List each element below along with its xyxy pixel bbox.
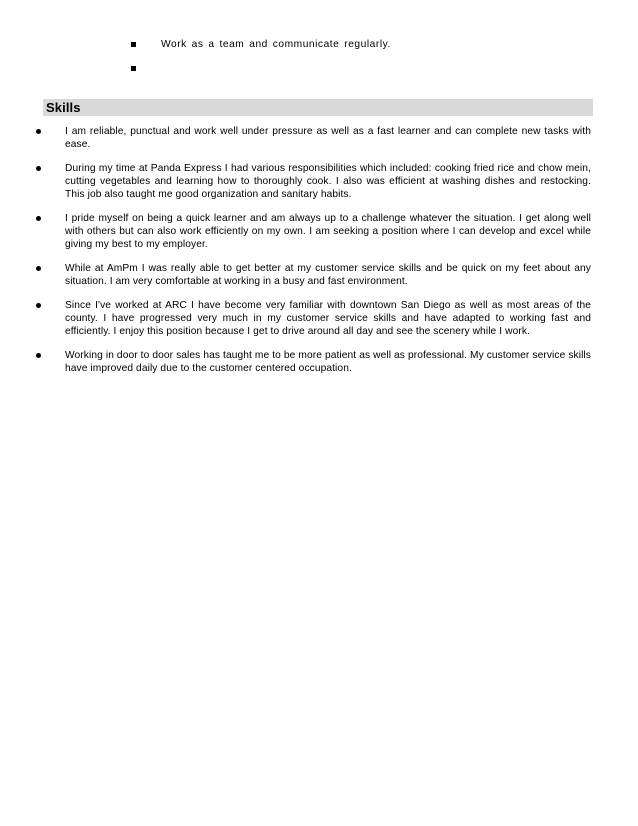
bullet-dot-icon (36, 166, 41, 171)
list-item (36, 125, 591, 151)
list-item (36, 349, 591, 375)
bullet-dot-icon (36, 266, 41, 271)
skill-text: During my time at Panda Express I had various responsibilities which included: cooking fried rice and chow mein, cutting vegetables and learning how to thoroughly cook. I also was efficient at washing dishes and restocking. This job also taught me good organization and sanitary habits. (65, 163, 591, 200)
skill-text: I am reliable, punctual and work well under pressure as well as a fast learner and can complete new tasks with ease. (65, 126, 591, 150)
skill-text: Working in door to door sales has taught me to be more patient as well as professional. My customer service skills have improved daily due to the customer centered occupation. (65, 350, 591, 374)
bullet-dot-icon (36, 303, 41, 308)
section-title: Skills (46, 100, 81, 115)
skill-text: I pride myself on being a quick learner and am always up to a challenge whatever the situation. I get along well with others but can also work efficiently on my own. I am seeking a position where I can develop and excel while giving my best to my employer. (65, 213, 591, 250)
skills-section-header (43, 99, 593, 116)
list-item (129, 38, 599, 51)
skills-list (36, 125, 591, 386)
list-item (36, 162, 591, 201)
square-bullet-icon (131, 42, 136, 47)
square-bullet-icon (131, 66, 136, 71)
list-item (36, 212, 591, 251)
bullet-dot-icon (36, 353, 41, 358)
duties-bullet-list (129, 38, 599, 86)
bullet-dot-icon (36, 129, 41, 134)
list-item-text: Work as a team and communicate regularly. (161, 39, 391, 50)
skill-text: Since I've worked at ARC I have become very familiar with downtown San Diego as well as most areas of the county. I have progressed very much in my customer service skills and have adapted to working fast and efficiently. I enjoy this position because I get to drive around all day and see the scenery while I work. (65, 300, 591, 337)
list-item (36, 299, 591, 338)
bullet-dot-icon (36, 216, 41, 221)
skill-text: While at AmPm I was really able to get better at my customer service skills and be quick on my feet about any situation. I am very comfortable at working in a busy and fast environment. (65, 263, 591, 287)
list-item (36, 262, 591, 288)
list-item (129, 62, 599, 75)
